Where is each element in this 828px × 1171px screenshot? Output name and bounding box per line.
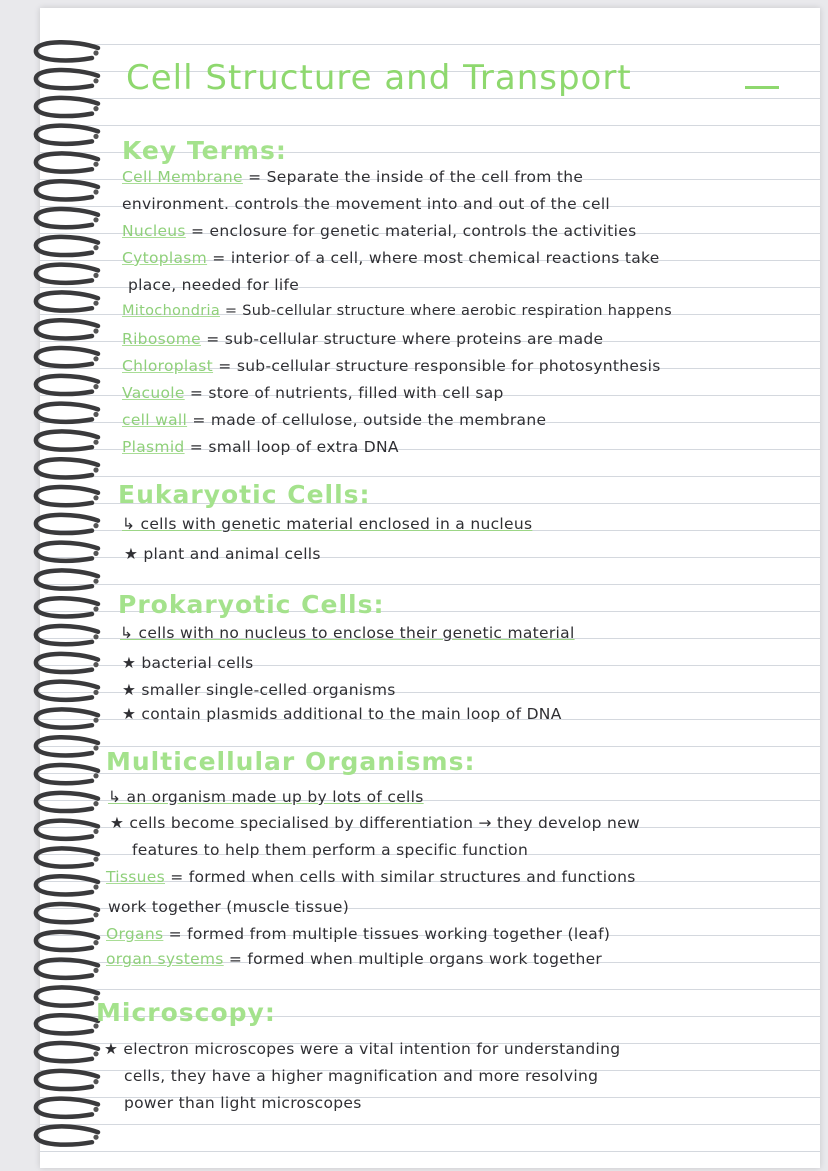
- key-term-line: [122, 438, 399, 456]
- term-sep: =: [187, 411, 211, 429]
- term-sep: =: [213, 357, 237, 375]
- multicellular-line: [106, 925, 610, 943]
- key-term-line: [122, 357, 661, 375]
- term-definition: Sub-cellular structure where aerobic respiration happens: [242, 303, 672, 319]
- key-term-line: [122, 411, 546, 429]
- microscopy-heading: Microscopy:: [96, 998, 276, 1027]
- eukaryotic-line: ★ plant and animal cells: [124, 545, 321, 563]
- term-definition: enclosure for genetic material, controls the activities: [209, 222, 637, 240]
- multicellular-line: features to help them perform a specific function: [132, 841, 529, 859]
- term-definition: = formed when cells with similar structures and functions: [164, 868, 636, 886]
- term-label: Mitochondria: [122, 303, 220, 319]
- key-term-line: [122, 330, 603, 348]
- prokaryotic-heading: Prokaryotic Cells:: [118, 590, 385, 619]
- key-term-line: environment. controls the movement into and out of the cell: [122, 195, 611, 213]
- multicellular-line: ★ cells become specialised by differentiation → they develop new: [110, 814, 640, 832]
- multicellular-line: ↳ an organism made up by lots of cells: [108, 788, 424, 806]
- term-label: Organs: [106, 925, 164, 943]
- title-dash: [745, 86, 779, 89]
- term-label: cell wall: [122, 411, 188, 429]
- term-definition: sub-cellular structure responsible for photosynthesis: [236, 357, 661, 375]
- term-definition: Separate the inside of the cell from the: [266, 168, 584, 186]
- multicellular-heading: Multicellular Organisms:: [106, 747, 476, 776]
- key-term-line: place, needed for life: [128, 276, 300, 294]
- microscopy-line: ★ electron microscopes were a vital intention for understanding: [104, 1040, 621, 1058]
- term-sep: =: [207, 249, 231, 267]
- key-term-line: [122, 168, 583, 186]
- multicellular-line: [106, 950, 602, 968]
- prokaryotic-line: ★ contain plasmids additional to the main loop of DNA: [122, 705, 562, 723]
- key-term-line: [122, 384, 504, 402]
- microscopy-line: power than light microscopes: [124, 1094, 362, 1112]
- prokaryotic-line: ★ bacterial cells: [122, 654, 254, 672]
- term-label: Ribosome: [122, 330, 201, 348]
- term-definition: store of nutrients, filled with cell sap: [208, 384, 504, 402]
- term-sep: =: [242, 168, 267, 186]
- term-sep: =: [201, 330, 225, 348]
- term-sep: =: [220, 303, 243, 319]
- term-definition: = formed when multiple organs work together: [223, 950, 603, 968]
- eukaryotic-heading: Eukaryotic Cells:: [118, 480, 371, 509]
- term-definition: small loop of extra DNA: [208, 438, 399, 456]
- term-label: Chloroplast: [122, 357, 214, 375]
- multicellular-line: [106, 868, 636, 886]
- term-label: Nucleus: [122, 222, 186, 240]
- term-definition: interior of a cell, where most chemical reactions take: [230, 249, 660, 267]
- microscopy-line: cells, they have a higher magnification and more resolving: [124, 1067, 599, 1085]
- key-term-line: [122, 222, 636, 240]
- term-label: Tissues: [106, 868, 165, 886]
- term-definition: = formed from multiple tissues working together (leaf): [163, 925, 611, 943]
- term-label: Vacuole: [122, 384, 185, 402]
- multicellular-line: work together (muscle tissue): [108, 898, 350, 916]
- term-sep: =: [184, 384, 209, 402]
- prokaryotic-line: ↳ cells with no nucleus to enclose their genetic material: [120, 624, 575, 642]
- term-label: Cytoplasm: [122, 249, 208, 267]
- term-sep: =: [185, 222, 210, 240]
- key-term-line: [122, 249, 660, 267]
- key-terms-heading: Key Terms:: [122, 136, 287, 165]
- eukaryotic-line: ↳ cells with genetic material enclosed in a nucleus: [122, 515, 533, 533]
- key-term-line: [122, 303, 672, 319]
- term-sep: =: [184, 438, 209, 456]
- page-title: Cell Structure and Transport: [126, 58, 632, 98]
- prokaryotic-line: ★ smaller single-celled organisms: [122, 681, 396, 699]
- term-label: Plasmid: [122, 438, 185, 456]
- term-label: organ systems: [106, 950, 224, 968]
- term-label: Cell Membrane: [122, 168, 243, 186]
- term-definition: sub-cellular structure where proteins are made: [224, 330, 604, 348]
- term-definition: made of cellulose, outside the membrane: [210, 411, 547, 429]
